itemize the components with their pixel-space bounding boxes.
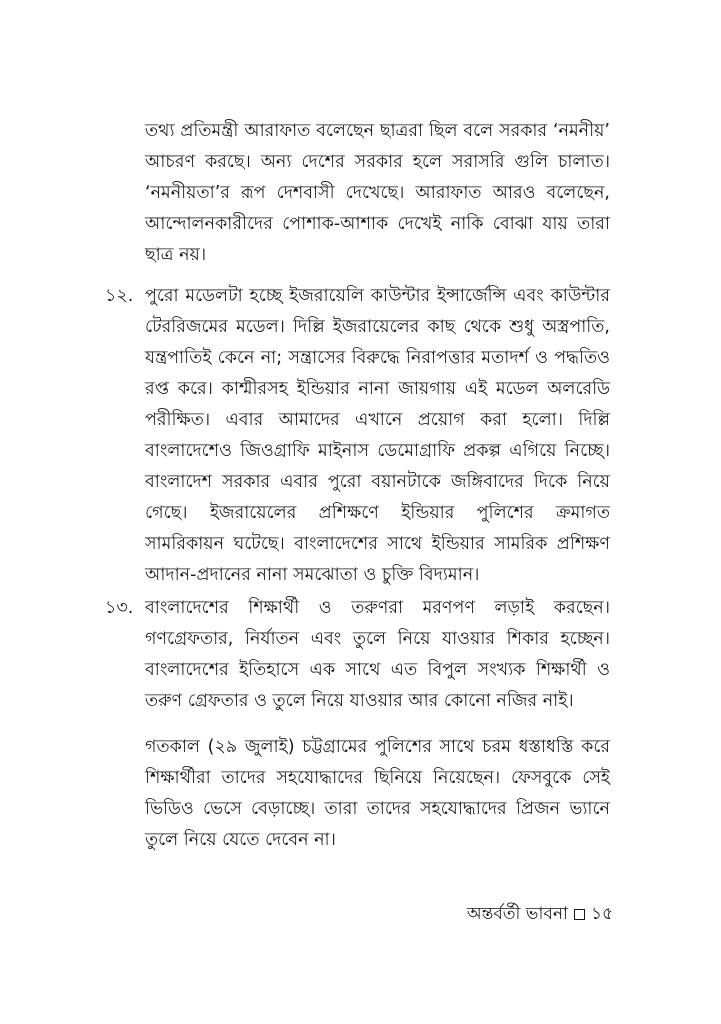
item-number: ১২. [105, 286, 134, 306]
numbered-item-12 [105, 281, 610, 591]
item-number: ১৩. [105, 598, 134, 618]
numbered-item-13 [105, 593, 610, 717]
item-text: পুরো মডেলটা হচ্ছে ইজরায়েলি কাউন্টার ইন্সার্জেন্সি এবং কাউন্টার টেররিজমের মডেল। দিল্লি ইজরায়েলের কাছ থেকে শুধু অস্ত্রপাতি, যন্ত্রপাতিই কেনে না; সন্ত্রাসের বিরুদ্ধে নিরাপত্তার মতাদর্শ ও পদ্ধতিও রপ্ত করে। কাশ্মীরসহ ইন্ডিয়ার নানা জায়গায় এই মডেল অলরেডি পরীক্ষিত। এবার আমাদের এখানে প্রয়োগ করা হলো। দিল্লি বাংলাদেশেও জিওগ্রাফি মাইনাস ডেমোগ্রাফি প্রকল্প এগিয়ে নিচ্ছে। বাংলাদেশ সরকার এবার পুরো বয়ানটাকে জঙ্গিবাদের দিকে নিয়ে গেছে। ইজরায়েলের প্রশিক্ষণে ইন্ডিয়ার পুলিশের ক্রমাগত সামরিকায়ন ঘটেছে। বাংলাদেশের সাথে ইন্ডিয়ার সামরিক প্রশিক্ষণ আদান-প্রদানের নানা সমঝোতা ও চুক্তি বিদ্যমান। [145, 286, 610, 585]
page-footer [467, 902, 613, 926]
item-text: বাংলাদেশের শিক্ষার্থী ও তরুণরা মরণপণ লড়াই করছেন। গণগ্রেফতার, নির্যাতন এবং তুলে নিয়ে যাওয়ার শিকার হচ্ছেন। বাংলাদেশের ইতিহাসে এক সাথে এত বিপুল সংখ্যক শিক্ষার্থী ও তরুণ গ্রেফতার ও তুলে নিয়ে যাওয়ার আর কোনো নজির নাই। [145, 598, 610, 711]
book-title: অন্তর্বর্তী ভাবনা [466, 904, 568, 924]
closing-paragraph: গতকাল (২৯ জুলাই) চট্টগ্রামের পুলিশের সাথে চরম ধস্তাধস্তি করে শিক্ষার্থীরা তাদের সহযোদ্ধাদের ছিনিয়ে নিয়েছেন। ফেসবুকে সেই ভিডিও ভেসে বেড়াচ্ছে। তারা তাদের সহযোদ্ধাদের প্রিজন ভ্যানে তুলে নিয়ে যেতে দেবেন না। [145, 737, 610, 850]
intro-paragraph: তথ্য প্রতিমন্ত্রী আরাফাত বলেছেন ছাত্ররা ছিল বলে সরকার ‘নমনীয়’ আচরণ করছে। অন্য দেশের সরকার হলে সরাসরি গুলি চালাত। ‘নমনীয়তা’র রূপ দেশবাসী দেখেছে। আরাফাত আরও বলেছেন, আন্দোলনকারীদের পোশাক-আশাক দেখেই নাকি বোঝা যায় তারা ছাত্র নয়। [145, 121, 610, 265]
page-number: ১৫ [590, 904, 613, 924]
square-icon [574, 909, 585, 920]
